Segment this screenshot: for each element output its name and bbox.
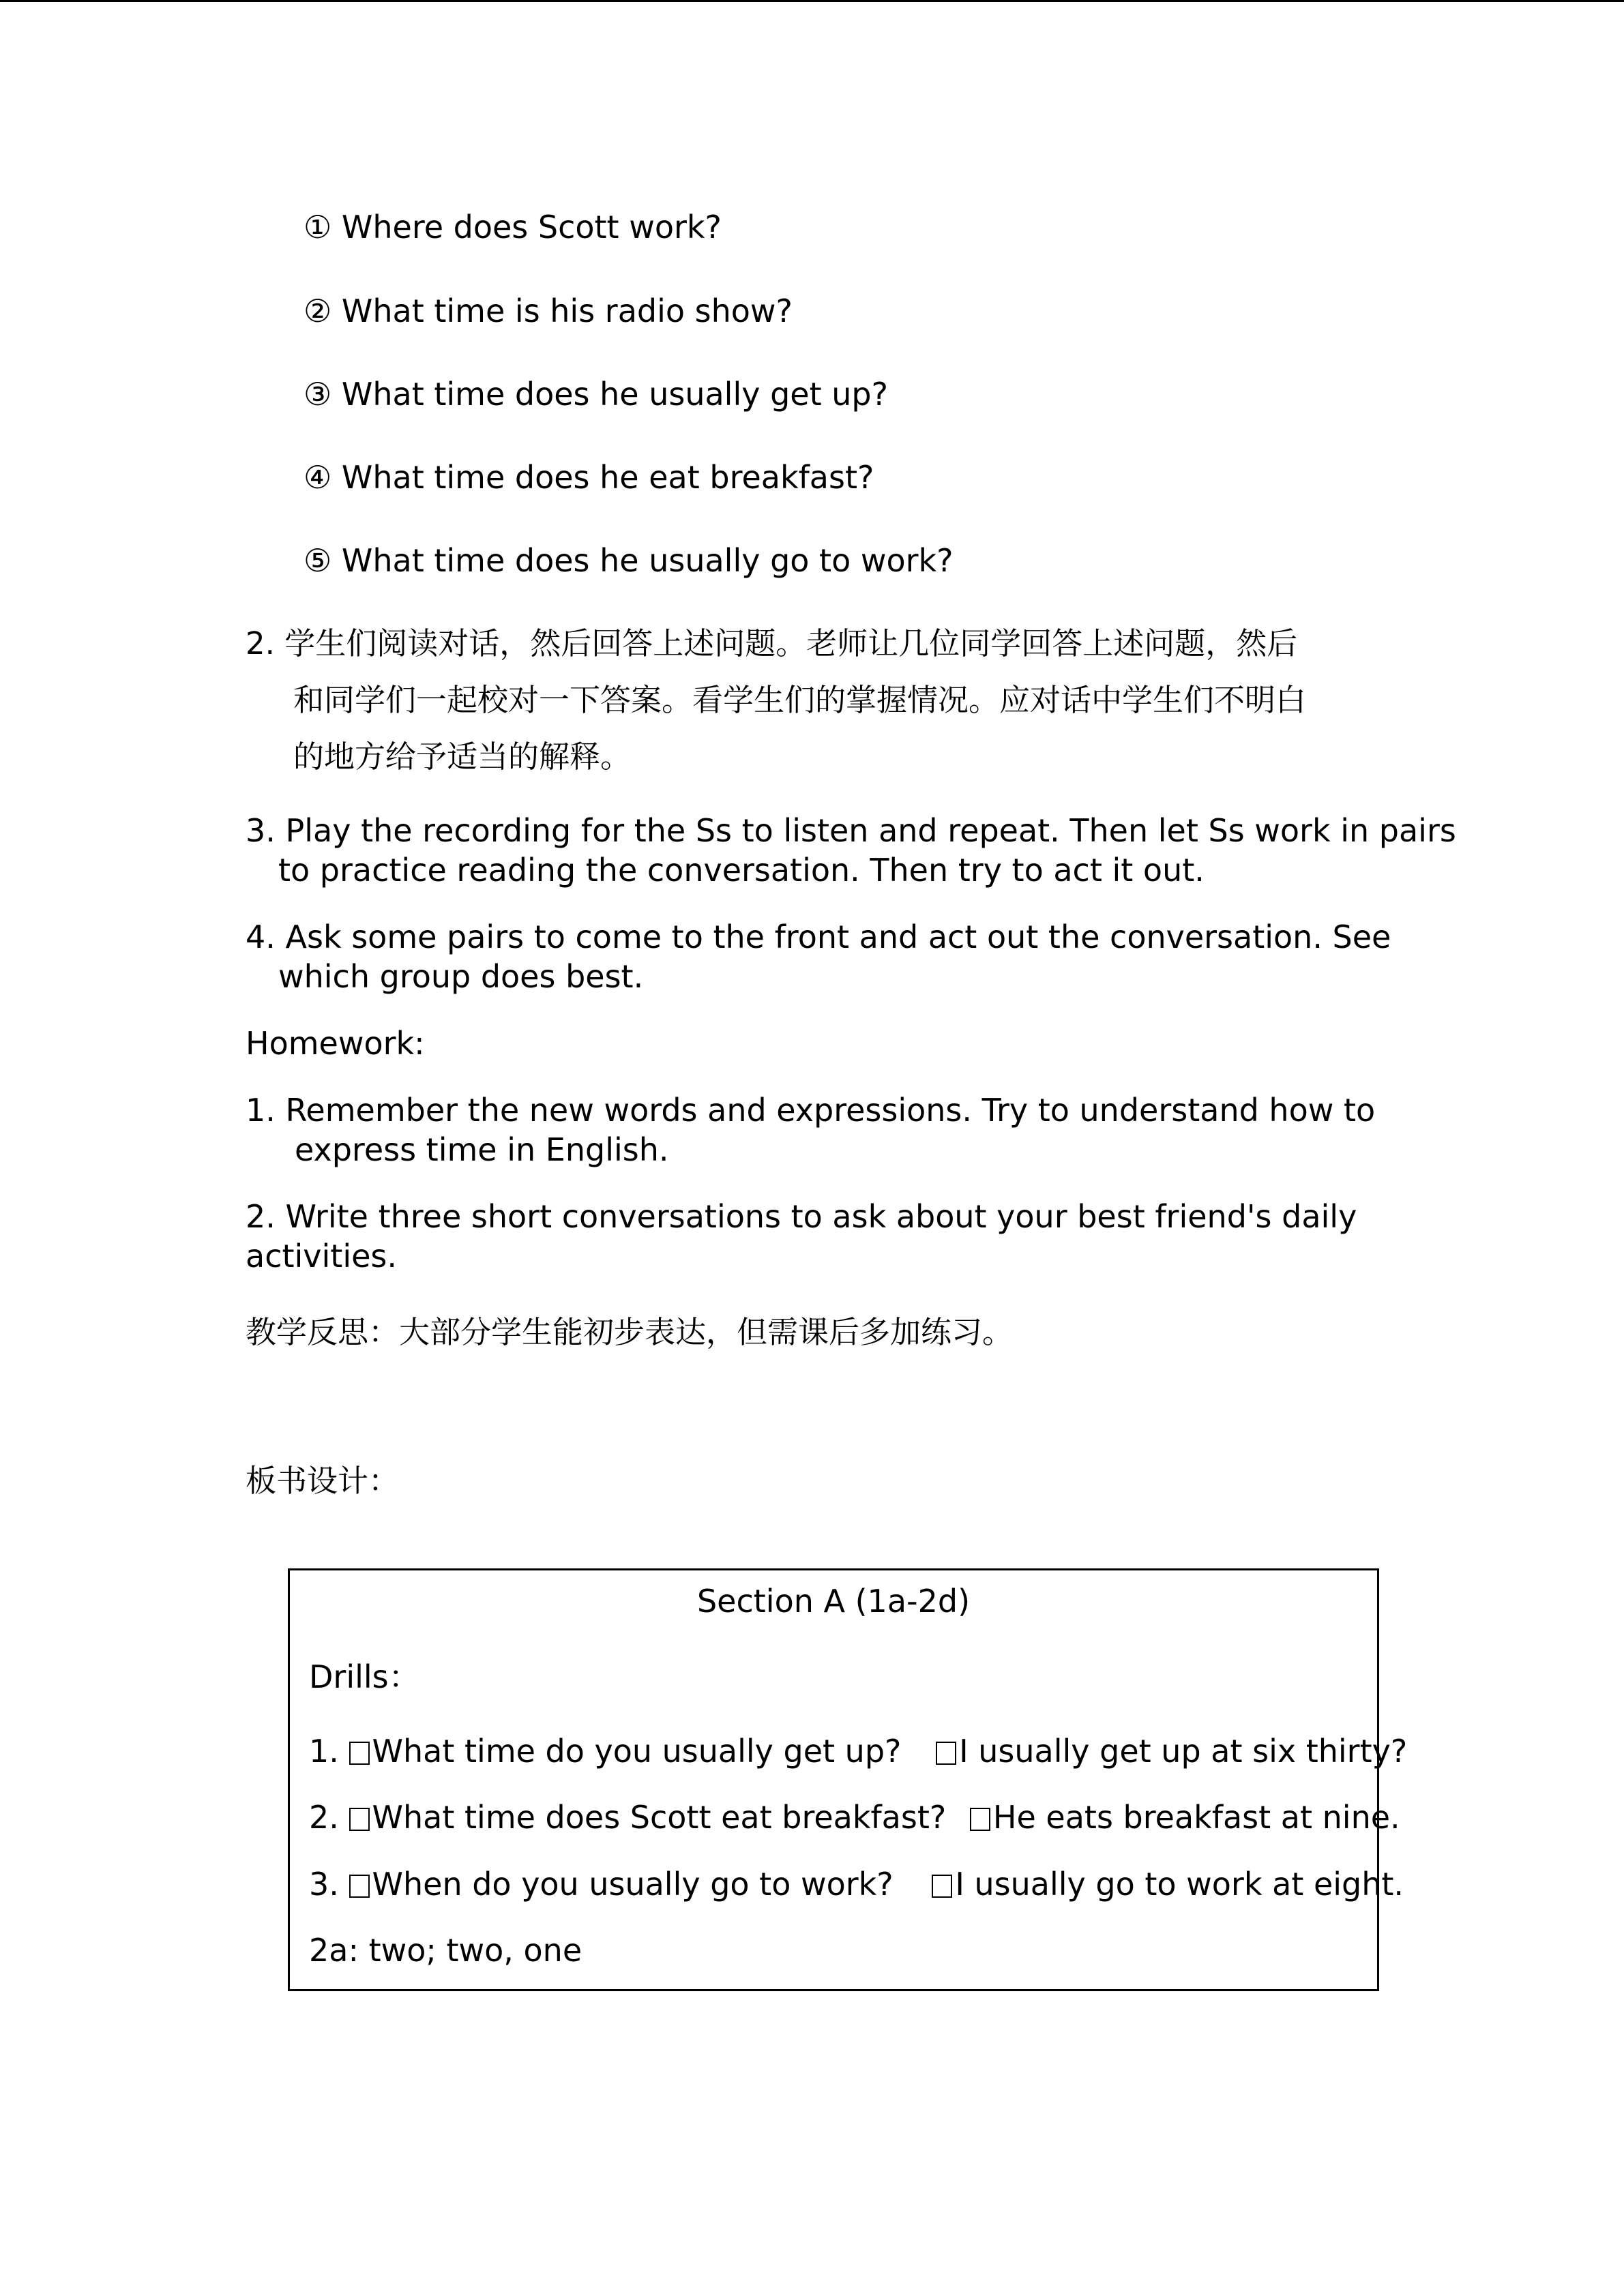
question-4 <box>304 458 874 497</box>
question-5-number: ⑤ <box>304 542 332 579</box>
question-2-text: What time is his radio show? <box>341 293 793 329</box>
step-4-line-1: 4. Ask some pairs to come to the front and act out the conversation. See <box>246 919 1391 955</box>
question-4-text: What time does he eat breakfast? <box>341 459 874 496</box>
step-3-line-2: to practice reading the conversation. Then try to act it out. <box>278 852 1205 889</box>
drill-1-number: 1. <box>309 1733 339 1770</box>
homework-item-2-line-1: 2. Write three short conversations to ask about your best friend's daily <box>246 1198 1357 1235</box>
board-design-box <box>288 1568 1408 1991</box>
homework-item-1-line-1: 1. Remember the new words and expressions. Try to understand how to <box>246 1092 1376 1129</box>
question-1 <box>304 207 722 247</box>
question-5 <box>304 541 954 580</box>
drill-row-2 <box>309 1798 1400 1837</box>
drill-row-3 <box>309 1864 1404 1904</box>
homework-heading: Homework: <box>246 1025 425 1062</box>
checkbox-icon <box>349 1875 370 1898</box>
homework-item-1-line-2: express time in English. <box>295 1131 669 1168</box>
question-3-number: ③ <box>304 376 332 413</box>
drill-2-number: 2. <box>309 1799 339 1836</box>
drill-2-question: What time does Scott eat breakfast? <box>372 1799 947 1836</box>
drill-1-question: What time do you usually get up? <box>372 1733 902 1770</box>
step-4-line-2: which group does best. <box>278 958 644 995</box>
checkbox-icon <box>349 1742 370 1765</box>
board-title: Section A (1a-2d) <box>696 1583 971 1620</box>
checkbox-icon <box>349 1808 370 1831</box>
teaching-reflection: 教学反思：大部分学生能初步表达，但需课后多加练习。 <box>246 1314 1014 1350</box>
checkbox-icon <box>936 1742 956 1765</box>
drill-3-number: 3. <box>309 1866 339 1903</box>
drills-label: Drills： <box>309 1658 420 1695</box>
homework-item-2-line-2: activities. <box>246 1238 398 1274</box>
question-2 <box>304 291 793 331</box>
step-3-line-1: 3. Play the recording for the Ss to listen and repeat. Then let Ss work in pairs <box>246 812 1456 849</box>
question-2-number: ② <box>304 293 332 329</box>
question-5-text: What time does he usually go to work? <box>341 542 954 579</box>
checkbox-icon <box>932 1875 952 1898</box>
page-top-border <box>0 0 1624 2</box>
drill-3-question: When do you usually go to work? <box>372 1866 894 1903</box>
checkbox-icon <box>970 1808 990 1831</box>
drill-row-1 <box>309 1731 1407 1771</box>
step-2-line-3: 的地方给予适当的解释。 <box>293 739 632 775</box>
question-3-text: What time does he usually get up? <box>341 376 889 413</box>
step-2-line-1: 2. 学生们阅读对话，然后回答上述问题。老师让几位同学回答上述问题，然后 <box>246 625 1298 661</box>
drill-3-answer: I usually go to work at eight. <box>955 1866 1404 1903</box>
question-1-text: Where does Scott work? <box>341 209 722 245</box>
question-3 <box>304 374 888 414</box>
drill-2-answer: He eats breakfast at nine. <box>992 1799 1400 1836</box>
question-4-number: ④ <box>304 459 332 496</box>
step-2-line-2: 和同学们一起校对一下答案。看学生们的掌握情况。应对话中学生们不明白 <box>293 682 1307 718</box>
drill-1-answer: I usually get up at six thirty? <box>959 1733 1408 1770</box>
question-1-number: ① <box>304 209 332 245</box>
board-answer-line: 2a: two; two, one <box>309 1932 582 1969</box>
board-design-heading: 板书设计： <box>246 1463 400 1499</box>
